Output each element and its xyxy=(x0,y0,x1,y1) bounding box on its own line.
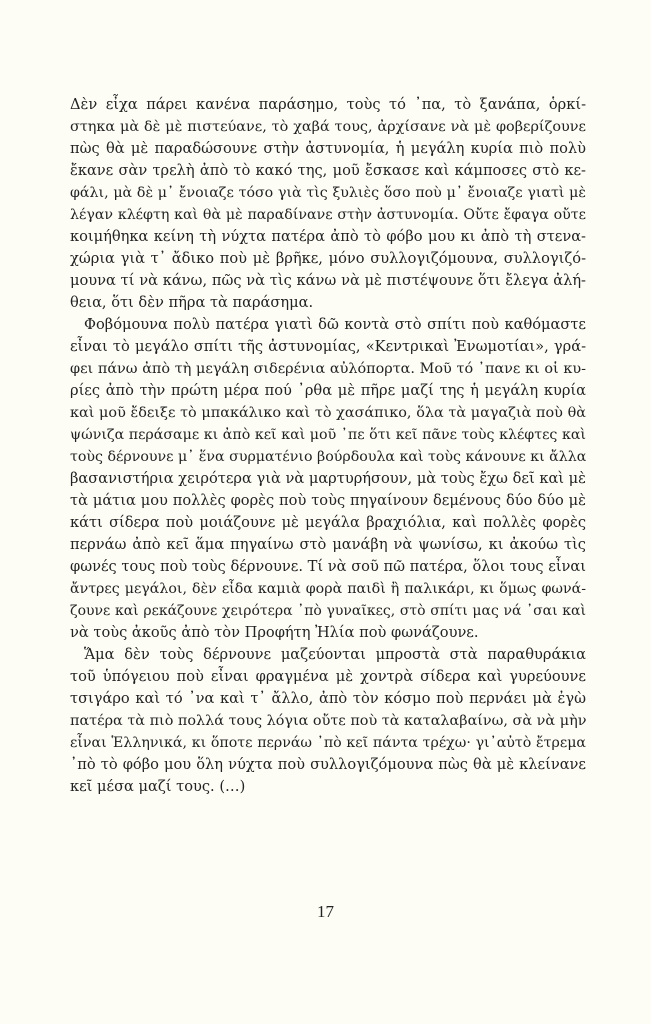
text-line: κοιμήθηκα κείνη τὴ νύχτα πατέρα ἀπὸ τὸ φόβο μου κι ἀπὸ τὴ στενα- xyxy=(70,228,586,245)
text-line: τοῦ ὑπόγειου ποὺ εἶναι φραγμένα μὲ χοντρὰ σίδερα καὶ γυρεύουνε xyxy=(70,668,586,685)
text-line: τὰ μάτια μου πολλὲς φορὲς ποὺ τοὺς πηγαίνουν δεμένους δύο δύο μὲ xyxy=(70,492,586,509)
text-line: τοὺς δέρνουνε μ᾽ ἕνα συρματένιο βούρδουλα καὶ τοὺς κάνουνε κι ἄλλα xyxy=(70,449,586,465)
text-line: φωνές τους ποὺ τοὺς δέρνουνε. Τί νὰ σοῦ πῶ πατέρα, ὅλοι τους εἶναι xyxy=(70,558,586,575)
text-line: θεια, ὅτι δὲν πῆρα τὰ παράσημα. xyxy=(70,294,314,311)
text-line: κεῖ μέσα μαζί τους. (…) xyxy=(70,778,246,795)
text-line: πατέρα τὰ πιὸ πολλά τους λόγια οὔτε ποὺ τὰ καταλαβαίνω, σὰ νὰ μὴν xyxy=(70,713,586,729)
text-line: ἄντρες μεγάλοι, δὲν εἶδα καμιὰ φορὰ παιδὶ ἢ παλικάρι, κι ὅμως φωνά- xyxy=(70,581,586,597)
text-line: φάλι, μὰ δὲ μ᾽ ἔνοιαζε τόσο γιὰ τὶς ξυλιὲς ὅσο ποὺ μ᾽ ἔνοιαζε γιατὶ μὲ xyxy=(70,185,586,201)
text-line: Δὲν εἶχα πάρει κανένα παράσημο, τοὺς τό ᾽πα, τὸ ξανάπα, ὁρκί- xyxy=(70,96,586,113)
text-line: κάτι σίδερα ποὺ μοιάζουνε μὲ μεγάλα βραχιόλια, καὶ πολλὲς φορὲς xyxy=(70,514,586,531)
page-body xyxy=(70,94,586,798)
text-line: μουνα τί νὰ κάνω, πῶς νὰ τὶς κάνω νὰ μὲ πιστέψουνε ὅτι ἔλεγα ἀλή- xyxy=(70,272,586,289)
text-line: εἶναι Ἑλληνικά, κι ὅποτε περνάω ᾽πὸ κεῖ πάντα τρέχω· γι᾽αὐτὸ ἔτρεμα xyxy=(70,735,586,751)
text-line: ζουνε καὶ ρεκάζουνε χειρότερα ᾽πὸ γυναῖκες, στὸ σπίτι μας νά ᾽σαι καὶ xyxy=(70,603,586,619)
text-line: ἔκανε σὰν τρελὴ ἀπὸ τὸ κακό της, μοῦ ἔσκασε καὶ κάμποσες στὸ κε- xyxy=(70,162,586,179)
page-number: 17 xyxy=(317,902,334,921)
text-line: ψώνιζα περάσαμε κι ἀπὸ κεῖ καὶ μοῦ ᾽πε ὅτι κεῖ πᾶνε τοὺς κλέφτες καὶ xyxy=(70,427,586,443)
text-line: Φοβόμουνα πολὺ πατέρα γιατὶ δῶ κοντὰ στὸ σπίτι ποὺ καθόμαστε xyxy=(84,316,586,333)
text-line: νὰ τοὺς ἀκοῦς ἀπὸ τὸν Προφήτη Ἠλία ποὺ φωνάζουνε. xyxy=(70,624,479,641)
text-line: στηκα μὰ δὲ μὲ πιστεύανε, τὸ χαβά τους, ἀρχίσανε νὰ μὲ φοβερίζουνε xyxy=(70,119,586,135)
text-line: χώρια γιὰ τ᾽ ἄδικο ποὺ μὲ βρῆκε, μόνο συλλογιζόμουνα, συλλογιζό- xyxy=(70,250,586,267)
text-line: τσιγάρο καὶ τό ᾽να καὶ τ᾽ ἄλλο, ἀπὸ τὸν κόσμο ποὺ περνάει μὰ ἐγὼ xyxy=(70,690,586,707)
paragraph-2 xyxy=(70,314,586,644)
text-line: φει πάνω ἀπὸ τὴ μεγάλη σιδερένια αὐλόπορτα. Μοῦ τό ᾽πανε κι οἱ κυ- xyxy=(70,361,586,377)
text-line: Ἅμα δὲν τοὺς δέρνουνε μαζεύονται μπροστὰ στὰ παραθυράκια xyxy=(84,646,586,663)
paragraph-1 xyxy=(70,94,586,314)
text-line: πὼς θὰ μὲ παραδώσουνε στὴν ἀστυνομία, ἡ μεγάλη κυρία πιὸ πολὺ xyxy=(70,140,586,157)
text-line: λέγαν κλέφτη καὶ θὰ μὲ παραδίνανε στὴν ἀστυνομία. Οὔτε ἔφαγα οὔτε xyxy=(70,207,586,223)
text-line: βασανιστήρια χειρότερα γιὰ νὰ μαρτυρήσουν, μὰ τοὺς ἔχω δεῖ καὶ μὲ xyxy=(70,470,586,487)
text-line: καὶ μοῦ ἔδειξε τὸ μπακάλικο καὶ τὸ χασάπικο, ὅλα τὰ μαγαζιὰ ποὺ θὰ xyxy=(70,405,586,421)
text-line: περνάω ἀπὸ κεῖ ἅμα πηγαίνω στὸ μανάβη νὰ ψωνίσω, κι ἀκούω τὶς xyxy=(70,536,586,553)
paragraph-3 xyxy=(70,644,586,798)
text-line: ρίες ἀπὸ τὴν πρώτη μέρα πού ᾽ρθα μὲ πῆρε μαζί της ἡ μεγάλη κυρία xyxy=(70,382,586,399)
text-line: ᾽πὸ τὸ φόβο μου ὅλη νύχτα ποὺ συλλογιζόμουνα πὼς θὰ μὲ κλείνανε xyxy=(70,756,586,773)
text-line: εἶναι τὸ μεγάλο σπίτι τῆς ἀστυνομίας, «Κεντρικαὶ Ἐνωμοτίαι», γρά- xyxy=(70,338,586,355)
